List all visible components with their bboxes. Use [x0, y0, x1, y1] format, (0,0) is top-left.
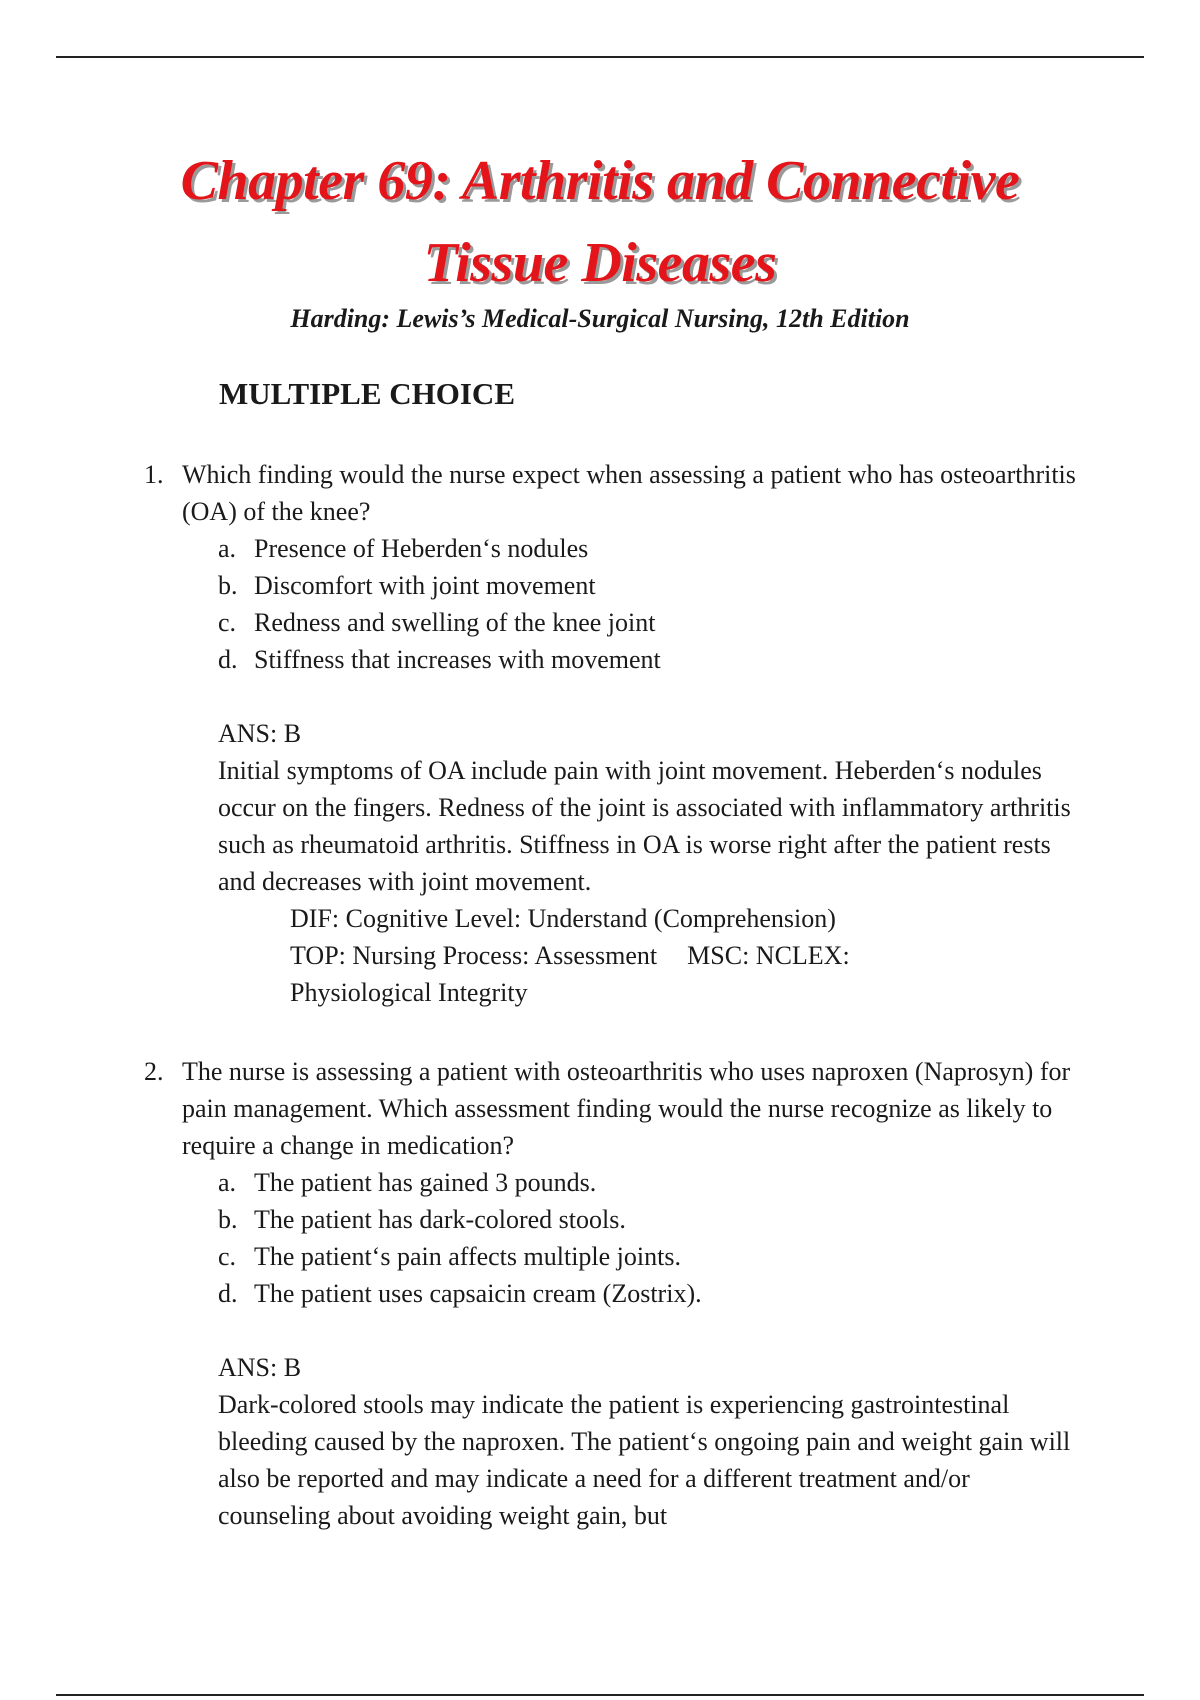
option-d [218, 1275, 1084, 1312]
option-d [218, 641, 1084, 678]
option-letter: d. [218, 1279, 238, 1308]
chapter-title-line-1: Chapter 69: Arthritis and Connective [180, 150, 1020, 212]
option-a [218, 1164, 1084, 1201]
rationale: Dark-colored stools may indicate the patient is experiencing gastrointestinal bleeding caused by the naproxen. The patient‘s ongoing pain and weight gain will also be reported and may indicate a need for a different treatment and/or counseling about avoiding weight gain, but [218, 1390, 1071, 1530]
option-letter: c. [218, 608, 237, 637]
option-text: The patient has gained 3 pounds. [254, 1168, 597, 1197]
answer-block [144, 715, 1084, 1011]
question-text: The nurse is assessing a patient with osteoarthritis who uses naproxen (Naprosyn) for pain management. Which assessment finding would the nurse recognize as likely to require a change in medication? [182, 1057, 1071, 1160]
question-stem [144, 1053, 1084, 1164]
bottom-rule [56, 1694, 1144, 1696]
question-stem [144, 456, 1084, 530]
question-1 [144, 456, 1084, 1011]
question-2 [144, 1053, 1084, 1534]
answer-key: ANS: B [218, 719, 302, 748]
option-letter: a. [218, 1168, 237, 1197]
answer-block [144, 1349, 1084, 1534]
question-metadata [218, 900, 1084, 1011]
question-text: Which finding would the nurse expect when assessing a patient who has osteoarthritis (OA) of the knee? [182, 460, 1076, 526]
option-b [218, 1201, 1084, 1238]
option-text: The patient has dark-colored stools. [254, 1205, 626, 1234]
top-rule [56, 56, 1144, 58]
topic-line [290, 937, 1084, 974]
option-c [218, 1238, 1084, 1275]
difficulty-label: DIF: Cognitive Level: Understand (Comprehension) [290, 904, 836, 933]
option-letter: c. [218, 1242, 237, 1271]
chapter-title [0, 140, 1200, 304]
book-subtitle: Harding: Lewis’s Medical-Surgical Nursing, 12th Edition [290, 304, 910, 333]
msc-continuation: Physiological Integrity [290, 978, 528, 1007]
answer-options [144, 1164, 1084, 1312]
option-text: Redness and swelling of the knee joint [254, 608, 656, 637]
option-text: Discomfort with joint movement [254, 571, 596, 600]
answer-key: ANS: B [218, 1353, 302, 1382]
option-letter: b. [218, 1205, 238, 1234]
answer-options [144, 530, 1084, 678]
rationale: Initial symptoms of OA include pain with joint movement. Heberden‘s nodules occur on the fingers. Redness of the joint is associated with inflammatory arthritis such as rheumatoid arthritis. Stiffness in OA is worse right after the patient rests and decreases with joint movement. [218, 756, 1071, 896]
option-c [218, 604, 1084, 641]
option-text: Stiffness that increases with movement [254, 645, 661, 674]
option-letter: d. [218, 645, 238, 674]
option-text: The patient uses capsaicin cream (Zostrix). [254, 1279, 702, 1308]
option-letter: b. [218, 571, 238, 600]
option-letter: a. [218, 534, 237, 563]
option-b [218, 567, 1084, 604]
option-text: The patient‘s pain affects multiple joints. [254, 1242, 681, 1271]
chapter-title-line-2: Tissue Diseases [423, 232, 777, 294]
section-heading: MULTIPLE CHOICE [219, 376, 515, 411]
option-a [218, 530, 1084, 567]
option-text: Presence of Heberden‘s nodules [254, 534, 589, 563]
question-number: 1. [144, 460, 164, 489]
msc-label: MSC: NCLEX: [687, 941, 850, 970]
question-number: 2. [144, 1057, 164, 1086]
topic-label: TOP: Nursing Process: Assessment [290, 941, 658, 970]
